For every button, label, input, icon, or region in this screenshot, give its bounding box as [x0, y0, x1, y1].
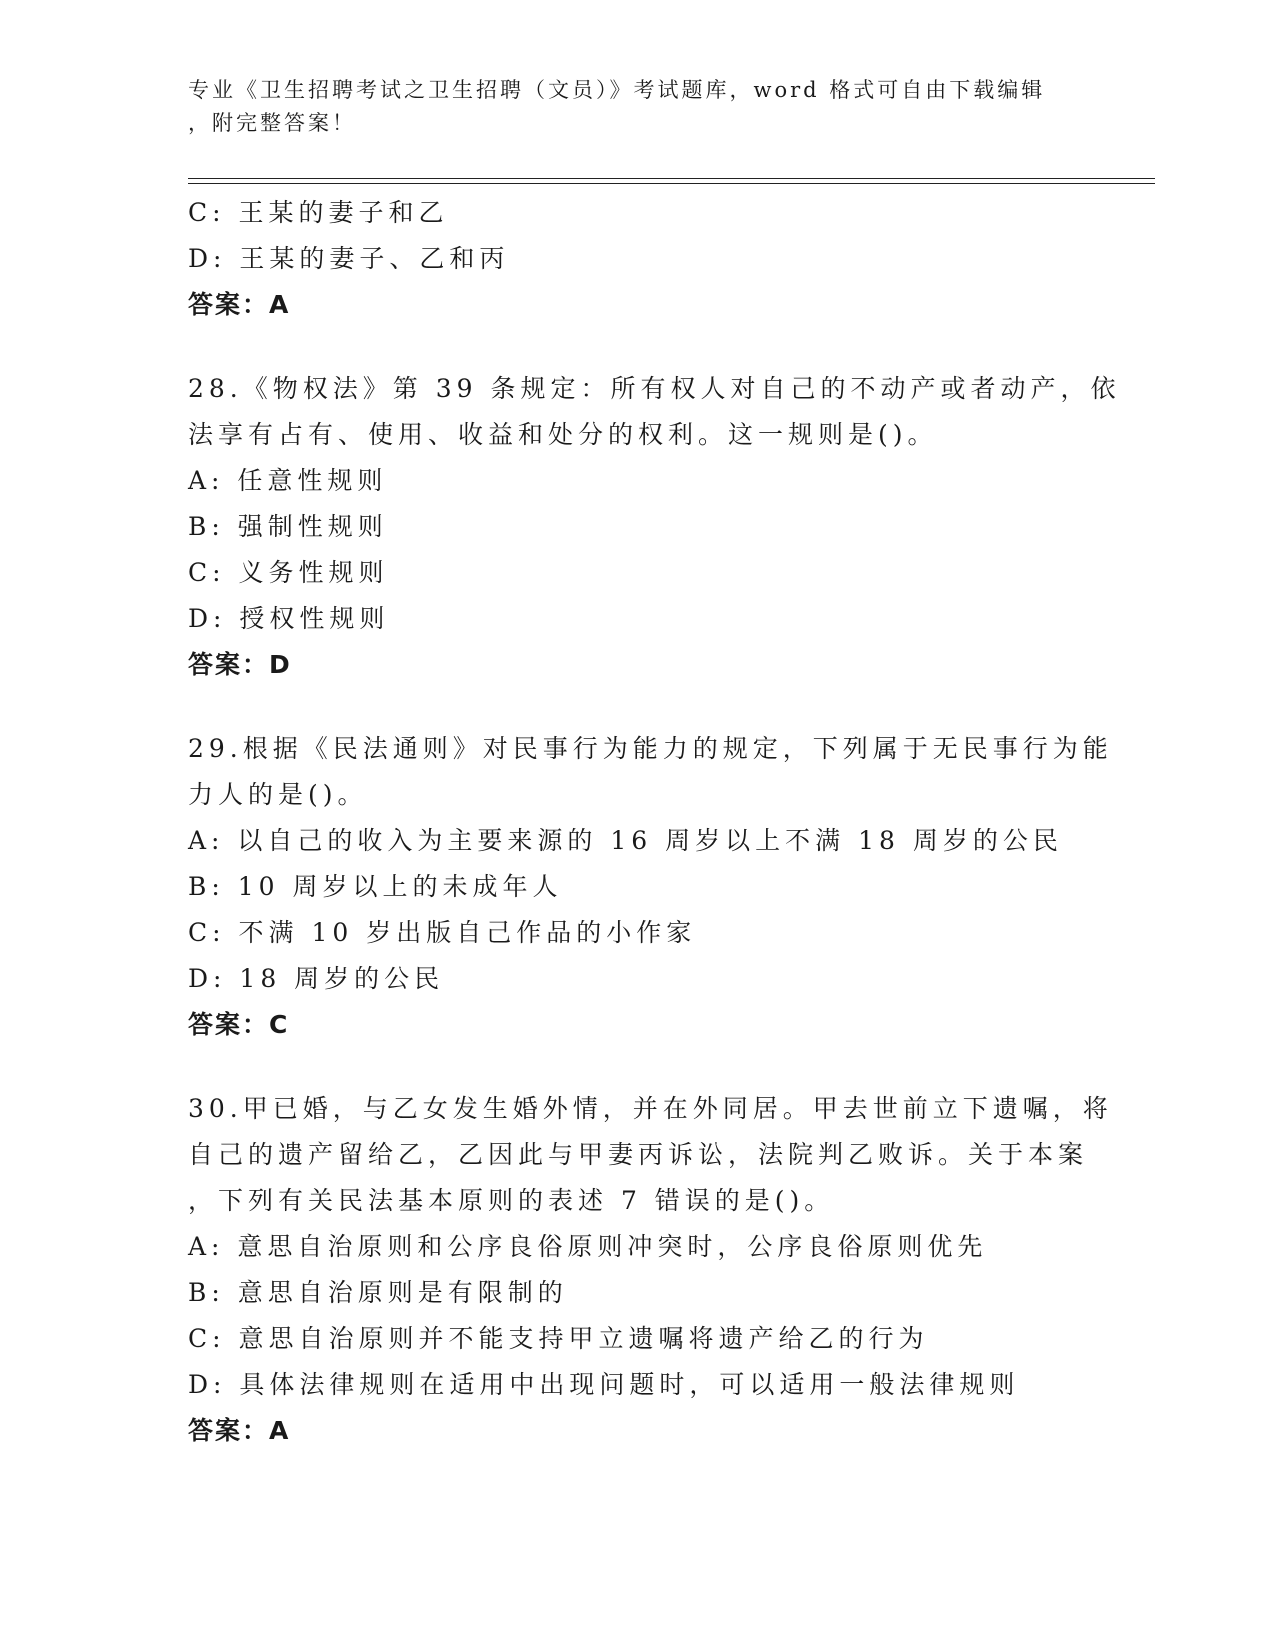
option-a: A: 意思自治原则和公序良俗原则冲突时，公序良俗原则优先 — [188, 1232, 988, 1261]
answer-line: 答案：C — [188, 1010, 290, 1039]
option-d: D: 授权性规则 — [188, 604, 390, 633]
spacer — [188, 688, 1088, 726]
question-stem-line: 28.《物权法》第 39 条规定：所有权人对自己的不动产或者动产，依 — [188, 374, 1121, 403]
question-content — [188, 190, 1121, 1454]
question-28 — [188, 366, 1121, 688]
header-title-line-2: ，附完整答案！ — [188, 111, 356, 135]
option-c: C: 意思自治原则并不能支持甲立遗嘱将遗产给乙的行为 — [188, 1324, 929, 1353]
option-a: A: 任意性规则 — [188, 466, 388, 495]
answer-line: 答案：D — [188, 650, 292, 679]
question-stem-line: ，下列有关民法基本原则的表述 7 错误的是()。 — [188, 1186, 835, 1215]
option-b: B: 强制性规则 — [188, 512, 388, 541]
spacer — [188, 1048, 1088, 1086]
option-d: D: 具体法律规则在适用中出现问题时，可以适用一般法律规则 — [188, 1370, 1020, 1399]
option-c: C: 王某的妻子和乙 — [188, 198, 449, 227]
option-d: D: 18 周岁的公民 — [188, 964, 445, 993]
option-b: B: 意思自治原则是有限制的 — [188, 1278, 568, 1307]
question-30 — [188, 1086, 1113, 1454]
header-title-line-1: 专业《卫生招聘考试之卫生招聘（文员）》考试题库，word 格式可自由下载编辑 — [188, 78, 1046, 102]
page-header — [188, 74, 1088, 140]
question-stem-line: 自己的遗产留给乙，乙因此与甲妻丙诉讼，法院判乙败诉。关于本案 — [188, 1140, 1089, 1169]
question-stem-line: 法享有占有、使用、收益和处分的权利。这一规则是()。 — [188, 420, 938, 449]
option-a: A: 以自己的收入为主要来源的 16 周岁以上不满 18 周岁的公民 — [188, 826, 1063, 855]
header-divider-bottom — [188, 183, 1155, 184]
answer-line: 答案：A — [188, 290, 291, 319]
question-29 — [188, 726, 1113, 1048]
question-stem-line: 力人的是()。 — [188, 780, 368, 809]
header-divider-top — [188, 178, 1155, 179]
option-c: C: 不满 10 岁出版自己作品的小作家 — [188, 918, 697, 947]
option-c: C: 义务性规则 — [188, 558, 389, 587]
question-continued — [188, 190, 1088, 328]
option-b: B: 10 周岁以上的未成年人 — [188, 872, 563, 901]
answer-line: 答案：A — [188, 1416, 291, 1445]
question-stem-line: 29.根据《民法通则》对民事行为能力的规定，下列属于无民事行为能 — [188, 734, 1113, 763]
spacer — [188, 328, 1088, 366]
question-stem-line: 30.甲已婚，与乙女发生婚外情，并在外同居。甲去世前立下遗嘱，将 — [188, 1094, 1113, 1123]
option-d: D: 王某的妻子、乙和丙 — [188, 244, 510, 273]
